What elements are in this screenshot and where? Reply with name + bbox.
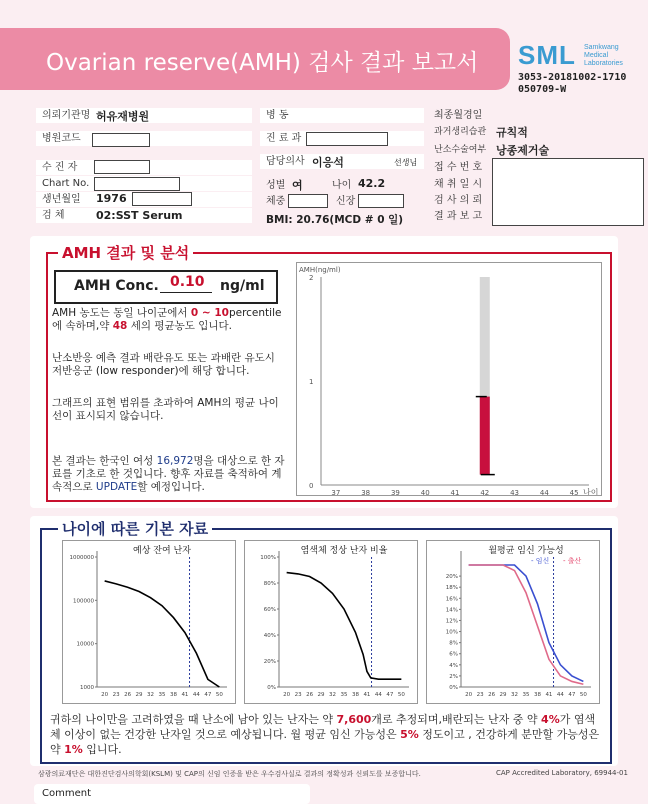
lmp-label-text: 최종월경일 — [434, 110, 483, 121]
history-value: 규칙적 — [496, 126, 528, 139]
x-tick-label: 42 — [480, 489, 490, 495]
report-title: Ovarian reserve(AMH) 검사 결과 보고서 — [46, 50, 479, 76]
p1-text: AMH 농도는 동일 나이군에서 — [52, 307, 191, 319]
hospital-label-text: 의뢰기관명 — [42, 110, 91, 121]
x-tick-label: 44 — [374, 692, 382, 698]
p4-text: 명을 대상으로 한 자료를 기초로 한 것입니다. 향후 자료를 축적하여 계속적으로 — [52, 455, 285, 493]
summary-eggs: 7,600 — [336, 713, 372, 726]
collected-label-text: 채 취 일 시 — [434, 179, 483, 190]
x-tick-label: 35 — [340, 692, 348, 698]
x-tick-label: 35 — [158, 692, 166, 698]
summary-text: 가 염색체 이상이 없는 건강한 난자일 것으로 예상됩니다. 월 평균 임신 가능성은 — [50, 713, 596, 741]
amh-paragraph-4 — [52, 455, 288, 494]
summary-birth: 1% — [64, 743, 83, 756]
sex-value: 여 — [292, 179, 303, 192]
p1-text: percentile에 속하며,약 — [52, 307, 282, 332]
birth-label-text: 생년월일 — [42, 194, 81, 205]
legend-pregnancy: - 임신 — [531, 557, 550, 565]
weight-redacted — [288, 194, 328, 208]
x-tick-label: 45 — [569, 489, 579, 495]
amh-chart-box — [296, 262, 602, 496]
doctor-value: 이응석 — [312, 156, 344, 169]
series-line-출산 — [469, 565, 584, 684]
sml-logo-subtitle — [584, 44, 623, 68]
doctor-suffix: 선생님 — [394, 158, 418, 167]
x-tick-label: 29 — [135, 692, 143, 698]
x-tick-label: 50 — [397, 692, 405, 698]
x-tick-label: 38 — [533, 692, 541, 698]
report-code-line1: 3053-20181002-1710 — [518, 72, 627, 83]
x-tick-label: 44 — [192, 692, 200, 698]
lmp-label — [428, 108, 644, 123]
x-tick-label: 35 — [522, 692, 530, 698]
age-value: 42.2 — [358, 177, 386, 190]
legend-birth: - 출산 — [563, 557, 582, 565]
x-tick-label: 23 — [294, 692, 302, 698]
chart-redacted — [94, 177, 180, 191]
x-tick-label: 20 — [101, 692, 109, 698]
amh-conc-label: AMH Conc. — [74, 278, 159, 294]
x-tick-label: 47 — [568, 692, 576, 698]
received-label-text: 접 수 번 호 — [434, 162, 483, 173]
x-tick-label: 38 — [351, 692, 359, 698]
height-label-text: 신장 — [336, 196, 356, 207]
median-bar — [480, 397, 490, 475]
amh-conc-underline — [160, 292, 212, 293]
x-tick-label: 20 — [465, 692, 473, 698]
p4-count: 16,972 — [156, 455, 194, 467]
patient-label-text: 수 진 자 — [42, 162, 78, 173]
requested-label-text: 검 사 의 뢰 — [434, 195, 483, 206]
y-tick-label: 80% — [263, 581, 276, 587]
y-tick-label: 100% — [260, 555, 276, 561]
height-redacted — [358, 194, 404, 208]
sml-logo: SML — [518, 40, 576, 70]
y-tick-label: 20% — [263, 659, 276, 665]
x-tick-label: 23 — [112, 692, 120, 698]
summary-text: 개로 추정되며,배란되는 난자 중 약 — [371, 713, 542, 726]
chart-title: 예상 잔여 난자 — [133, 546, 191, 556]
y-tick-label: 1000 — [80, 685, 94, 691]
p1-age: 48 — [112, 320, 128, 332]
x-tick-label: 41 — [181, 692, 189, 698]
x-tick-label: 41 — [363, 692, 371, 698]
bmi-text: BMI: 20.76(MCD # 0 일) — [266, 214, 404, 226]
y-tick-label: 1000000 — [69, 555, 94, 561]
comment-box — [34, 784, 310, 804]
dept-label-text: 진 료 과 — [266, 133, 302, 144]
ward-label-text: 병 동 — [266, 110, 289, 121]
reported-label-text: 결 과 보 고 — [434, 211, 483, 222]
patient-redacted — [94, 160, 150, 174]
x-tick-label: 26 — [488, 692, 496, 698]
sex-label-text: 성별 — [266, 180, 286, 191]
chart-title: 염색체 정상 난자 비율 — [300, 546, 388, 556]
summary-normal: 4% — [541, 713, 560, 726]
y-tick-label: 12% — [445, 618, 458, 625]
x-tick-label: 41 — [545, 692, 553, 698]
surgery-label — [428, 143, 504, 158]
logo-sub-line: Laboratories — [584, 60, 623, 67]
age-label-text: 나이 — [332, 180, 352, 191]
x-tick-label: 50 — [215, 692, 223, 698]
surgery-label-text: 난소수술여부 — [434, 145, 487, 155]
x-tick-label: 38 — [169, 692, 177, 698]
y-tick-label: 2% — [449, 673, 458, 680]
x-tick-label: 41 — [450, 489, 460, 495]
history-label-text: 과거생리습관 — [434, 127, 487, 137]
x-tick-label: 38 — [361, 489, 371, 495]
x-axis-label: 나이 — [583, 488, 599, 495]
y-tick-label: 18% — [445, 585, 458, 592]
amh-conc-unit: ng/ml — [220, 278, 265, 294]
y-tick-label: 100000 — [73, 598, 94, 605]
x-tick-label: 29 — [499, 692, 507, 698]
y-tick-label: 0% — [449, 685, 458, 691]
logo-sub-line: Samkwang — [584, 44, 619, 51]
y-tick-label: 2 — [309, 274, 314, 282]
x-tick-label: 40 — [420, 489, 430, 495]
amh-section-title: AMH 결과 및 분석 — [58, 242, 193, 263]
chart-label-text: Chart No. — [42, 178, 90, 189]
report-code-line2: 050709-W — [518, 84, 567, 95]
y-tick-label: 0 — [309, 482, 314, 490]
y-tick-label: 14% — [445, 607, 458, 614]
x-tick-label: 26 — [124, 692, 132, 698]
x-tick-label: 43 — [510, 489, 520, 495]
footer-cap: CAP Accredited Laboratory, 69944-01 — [496, 769, 628, 777]
normal-ratio-chart — [245, 541, 417, 703]
y-tick-label: 16% — [445, 596, 458, 603]
p4-text: 할 예정입니다. — [137, 481, 205, 493]
x-tick-label: 47 — [204, 692, 212, 698]
y-tick-label: 10% — [445, 629, 458, 636]
y-tick-label: 40% — [263, 633, 276, 639]
y-tick-label: 60% — [263, 607, 276, 613]
weight-label-text: 체중 — [266, 196, 286, 207]
x-tick-label: 32 — [329, 692, 337, 698]
series-line-main — [105, 581, 220, 687]
x-tick-label: 37 — [331, 489, 341, 495]
amh-conc-value: 0.10 — [170, 274, 205, 290]
series-line-임신 — [469, 565, 584, 681]
normal-chart-box — [244, 540, 418, 704]
x-tick-label: 20 — [283, 692, 291, 698]
y-tick-label: 20% — [445, 574, 458, 581]
pregnancy-chart — [427, 541, 599, 703]
p1-text: 세의 평균농도 입니다. — [127, 320, 232, 332]
y-tick-label: 8% — [449, 640, 458, 647]
comment-label: Comment — [42, 788, 91, 799]
birth-redacted — [132, 192, 192, 206]
x-tick-label: 44 — [539, 489, 549, 495]
hospital-value: 허유재병원 — [96, 110, 150, 123]
y-tick-label: 1 — [309, 378, 314, 386]
y-tick-label: 10000 — [76, 641, 94, 648]
amh-paragraph-2: 난소반응 예측 결과 배란유도 또는 과배란 유도시 저반응군 (low responder)에 해당 합니다. — [52, 352, 275, 377]
y-tick-label: 6% — [449, 651, 458, 658]
specimen-value: 02:SST Serum — [96, 209, 183, 222]
dept-redacted — [306, 132, 388, 146]
y-tick-label: 4% — [449, 662, 458, 669]
p4-text: 본 결과는 한국인 여성 — [52, 455, 157, 467]
logo-sub-line: Medical — [584, 52, 609, 59]
x-tick-label: 50 — [579, 692, 587, 698]
p1-percentile: 0 ~ 10 — [190, 307, 229, 319]
hospcode-redacted — [92, 133, 150, 147]
specimen-label-text: 검 체 — [42, 210, 65, 221]
eggs-chart-box — [62, 540, 236, 704]
chart-title: 월평균 임신 가능성 — [488, 546, 564, 556]
summary-preg: 5% — [400, 728, 419, 741]
summary-text: 정도이고 , 건강하게 분만할 가능성은 약 — [50, 728, 600, 756]
birth-value: 1976 — [96, 192, 127, 205]
surgery-value: 낭종제거술 — [496, 144, 550, 157]
series-line-main — [287, 573, 402, 680]
x-tick-label: 26 — [306, 692, 314, 698]
x-tick-label: 32 — [511, 692, 519, 698]
amh-paragraph-3: 그래프의 표현 범위를 초과하여 AMH의 평균 나이선이 표시되지 않습니다. — [52, 397, 279, 422]
x-tick-label: 32 — [147, 692, 155, 698]
history-label — [428, 125, 504, 140]
amh-chart — [297, 263, 601, 495]
amh-paragraph-1 — [52, 307, 288, 333]
footer-certification: 삼광의료재단은 대한진단검사의학회(KSLM) 및 CAP의 신임 인증을 받은 우수검사실로 결과의 정확성과 신뢰도를 보증합니다. — [38, 770, 421, 778]
summary-text: 귀하의 나이만을 고려하였을 때 난소에 남아 있는 난자는 약 — [50, 713, 337, 726]
hospcode-label-text: 병원코드 — [42, 133, 81, 144]
age-label — [326, 178, 362, 193]
summary-text: 입니다. — [82, 743, 122, 756]
x-tick-label: 44 — [556, 692, 564, 698]
eggs-chart — [63, 541, 235, 703]
y-tick-label: 0% — [267, 685, 276, 691]
x-tick-label: 39 — [390, 489, 400, 495]
x-tick-label: 23 — [476, 692, 484, 698]
doctor-label-text: 담당의사 — [266, 156, 305, 167]
basic-summary — [50, 712, 602, 757]
dates-redacted — [492, 158, 644, 226]
y-axis-label: AMH(ng/ml) — [299, 266, 341, 274]
x-tick-label: 47 — [386, 692, 394, 698]
pregnancy-chart-box — [426, 540, 600, 704]
p4-update: UPDATE — [95, 481, 138, 493]
amh-conc-box — [54, 270, 278, 304]
basic-section-title: 나이에 따른 기본 자료 — [58, 518, 212, 539]
x-tick-label: 29 — [317, 692, 325, 698]
ward-label — [260, 108, 424, 123]
